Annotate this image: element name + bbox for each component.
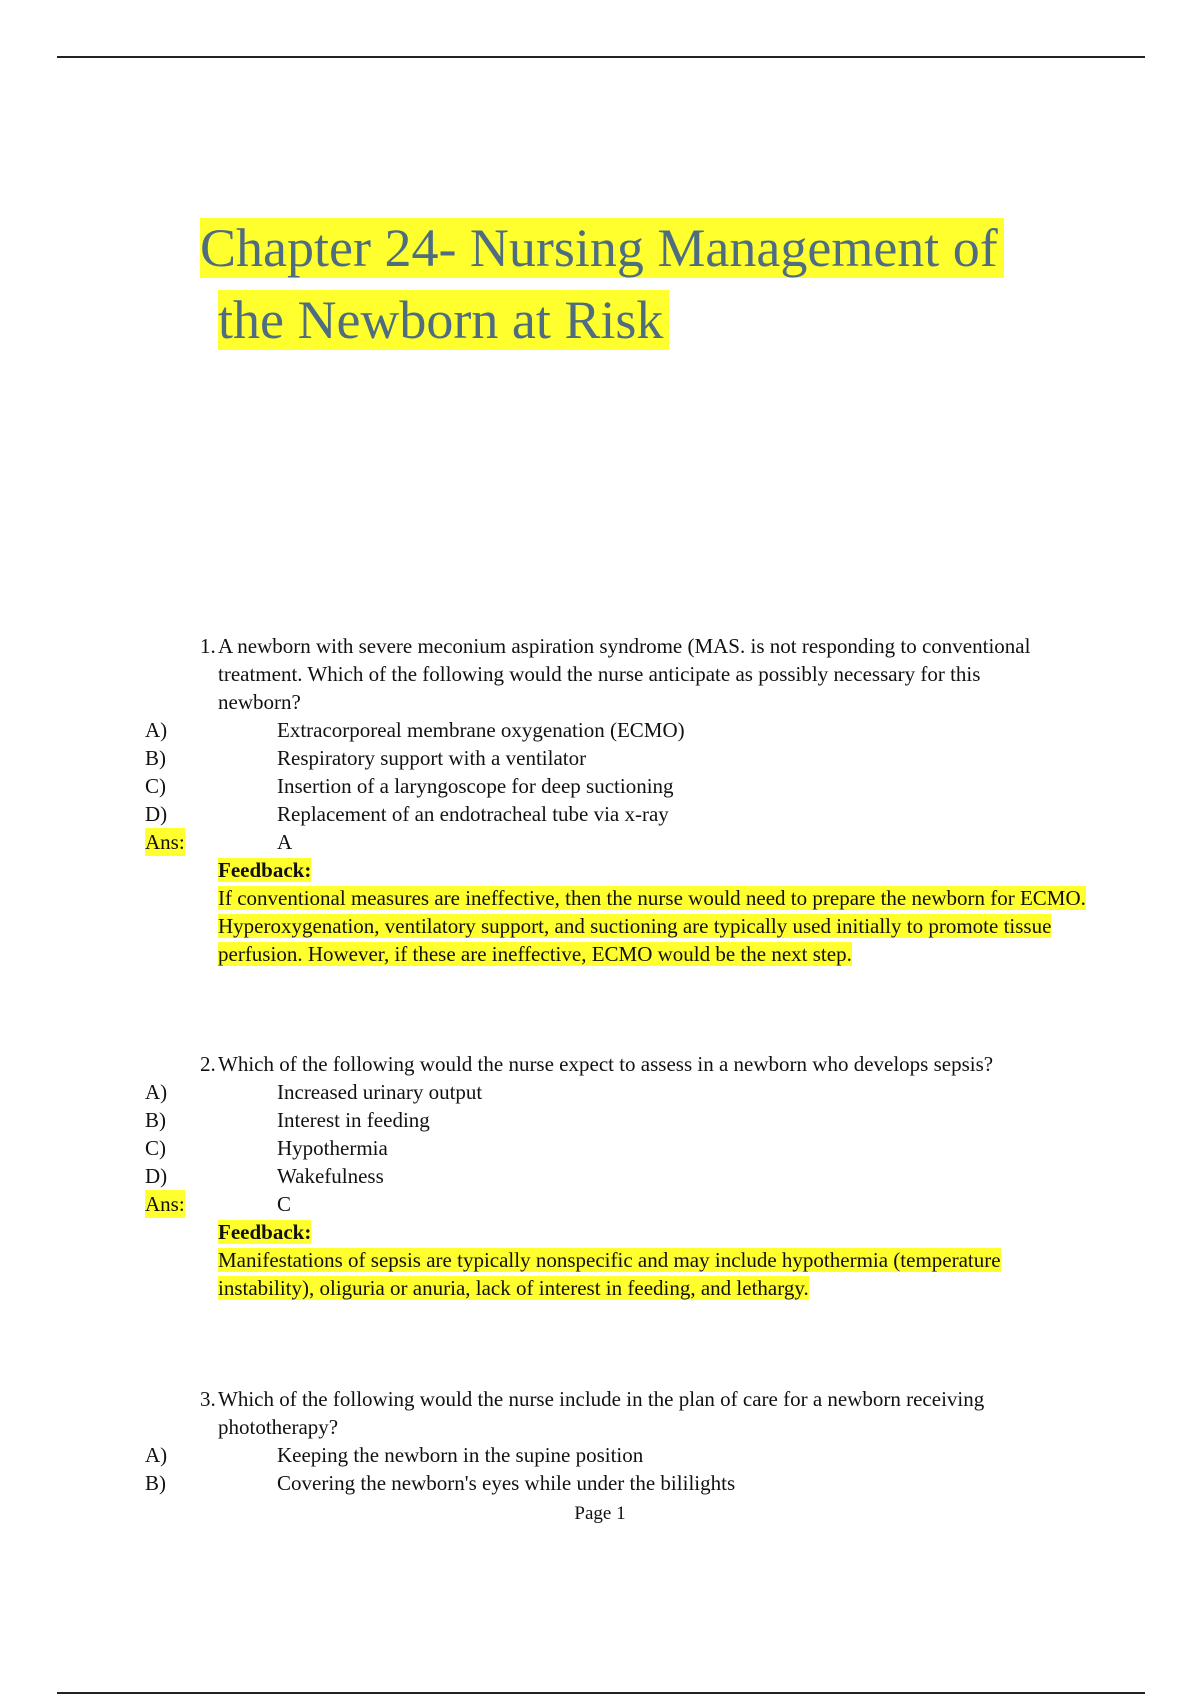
answer-row xyxy=(0,828,1200,856)
option-letter: D) xyxy=(145,802,168,826)
title-line-1: Chapter 24- Nursing Management of xyxy=(200,218,1004,278)
question-text: Which of the following would the nurse include in the plan of care for a newborn receiving phototherapy? xyxy=(218,1387,985,1439)
feedback-block xyxy=(218,1218,1098,1302)
option-text: Covering the newborn's eyes while under the bililights xyxy=(277,1471,736,1495)
option-a xyxy=(0,1441,1200,1469)
option-text: Hypothermia xyxy=(277,1136,388,1160)
page-title xyxy=(200,212,1004,356)
option-text: Interest in feeding xyxy=(277,1108,430,1132)
option-letter: C) xyxy=(145,774,166,798)
option-text: Replacement of an endotracheal tube via x-ray xyxy=(277,802,669,826)
feedback-text: Manifestations of sepsis are typically nonspecific and may include hypothermia (temperature instability), oliguria or anuria, lack of interest in feeding, and lethargy. xyxy=(218,1248,1001,1300)
option-text: Respiratory support with a ventilator xyxy=(277,746,587,770)
option-b xyxy=(0,1469,1200,1497)
question-stem xyxy=(200,632,1060,716)
option-c xyxy=(0,1134,1200,1162)
question-stem xyxy=(200,1385,1060,1441)
option-b xyxy=(0,1106,1200,1134)
option-letter: B) xyxy=(145,746,166,770)
answer-value: C xyxy=(277,1192,292,1216)
option-text: Extracorporeal membrane oxygenation (ECMO) xyxy=(277,718,685,742)
question-number: 2. xyxy=(200,1052,216,1076)
feedback-text: If conventional measures are ineffective, then the nurse would need to prepare the newborn for ECMO. Hyperoxygenation, ventilatory support, and suctioning are typically used initially to promote tissue perfusion. However, if these are ineffective, ECMO would be the next step. xyxy=(218,886,1086,966)
option-letter: A) xyxy=(145,1080,168,1104)
question-stem xyxy=(200,1050,1060,1078)
option-letter: A) xyxy=(145,1443,168,1467)
question-number: 3. xyxy=(200,1387,216,1411)
question-text: Which of the following would the nurse expect to assess in a newborn who develops sepsis? xyxy=(218,1052,994,1076)
page-number: Page 1 xyxy=(574,1503,626,1524)
option-b xyxy=(0,744,1200,772)
option-letter: C) xyxy=(145,1136,166,1160)
feedback-label: Feedback: xyxy=(218,1220,312,1244)
answer-row xyxy=(0,1190,1200,1218)
option-d xyxy=(0,1162,1200,1190)
answer-label: Ans: xyxy=(145,830,185,854)
option-c xyxy=(0,772,1200,800)
option-letter: B) xyxy=(145,1471,166,1495)
option-text: Increased urinary output xyxy=(277,1080,483,1104)
feedback-label: Feedback: xyxy=(218,858,312,882)
bottom-rule xyxy=(57,1692,1145,1694)
question-2 xyxy=(0,1050,1200,1302)
option-letter: D) xyxy=(145,1164,168,1188)
question-number: 1. xyxy=(200,634,216,658)
question-3 xyxy=(0,1385,1200,1497)
option-text: Keeping the newborn in the supine position xyxy=(277,1443,644,1467)
question-text: A newborn with severe meconium aspiration syndrome (MAS. is not responding to conventional treatment. Which of the following would the nurse anticipate as possibly necessary for this newborn? xyxy=(218,634,1031,714)
option-text: Insertion of a laryngoscope for deep suctioning xyxy=(277,774,674,798)
answer-label: Ans: xyxy=(145,1192,185,1216)
top-rule xyxy=(57,56,1145,58)
answer-value: A xyxy=(277,830,293,854)
option-text: Wakefulness xyxy=(277,1164,384,1188)
feedback-block xyxy=(218,856,1098,968)
title-line-2: the Newborn at Risk xyxy=(218,290,669,350)
question-1 xyxy=(0,632,1200,968)
option-letter: B) xyxy=(145,1108,166,1132)
option-letter: A) xyxy=(145,718,168,742)
option-a xyxy=(0,716,1200,744)
option-d xyxy=(0,800,1200,828)
option-a xyxy=(0,1078,1200,1106)
